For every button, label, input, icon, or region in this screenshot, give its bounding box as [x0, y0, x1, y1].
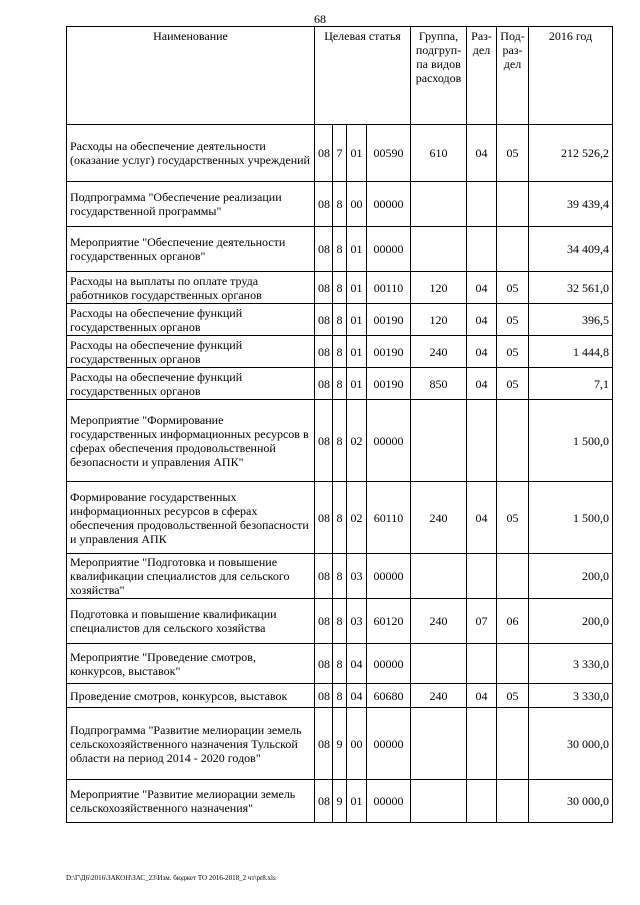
table-row	[67, 125, 613, 182]
section-code: 04	[467, 684, 497, 708]
row-name: Мероприятие "Развитие мелиорации земель сельскохозяйственного назначения"	[67, 780, 315, 823]
subsection-code	[497, 780, 529, 823]
target-subprogram: 7	[333, 125, 347, 182]
subsection-code: 05	[497, 684, 529, 708]
section-code: 04	[467, 304, 497, 336]
table-row	[67, 684, 613, 708]
row-name: Проведение смотров, конкурсов, выставок	[67, 684, 315, 708]
table-row	[67, 554, 613, 599]
section-code: 04	[467, 336, 497, 368]
row-name: Подготовка и повышение квалификации специалистов для сельского хозяйства	[67, 599, 315, 644]
amount-2016: 30 000,0	[529, 708, 613, 780]
table-row	[67, 368, 613, 400]
target-direction: 60110	[367, 482, 411, 554]
target-direction: 00000	[367, 644, 411, 684]
target-program: 08	[315, 644, 333, 684]
target-direction: 00590	[367, 125, 411, 182]
section-code: 04	[467, 482, 497, 554]
header-group: Группа, подгруп-па видов расходов	[411, 27, 467, 125]
budget-table	[66, 26, 613, 823]
target-event: 01	[347, 125, 367, 182]
amount-2016: 200,0	[529, 554, 613, 599]
target-direction: 00000	[367, 400, 411, 482]
target-subprogram: 8	[333, 304, 347, 336]
target-subprogram: 8	[333, 227, 347, 272]
target-direction: 00190	[367, 304, 411, 336]
target-direction: 00110	[367, 272, 411, 304]
amount-2016: 3 330,0	[529, 684, 613, 708]
row-name: Расходы на выплаты по оплате труда работников государственных органов	[67, 272, 315, 304]
target-program: 08	[315, 599, 333, 644]
subsection-code	[497, 182, 529, 227]
target-direction: 00000	[367, 708, 411, 780]
page-number: 68	[314, 12, 326, 26]
row-name: Расходы на обеспечение функций государственных органов	[67, 336, 315, 368]
target-event: 03	[347, 599, 367, 644]
table-row	[67, 599, 613, 644]
subsection-code: 05	[497, 125, 529, 182]
amount-2016: 200,0	[529, 599, 613, 644]
target-subprogram: 8	[333, 644, 347, 684]
header-section: Раз-дел	[467, 27, 497, 125]
target-event: 01	[347, 336, 367, 368]
expense-group	[411, 400, 467, 482]
target-program: 08	[315, 708, 333, 780]
target-program: 08	[315, 554, 333, 599]
section-code: 04	[467, 125, 497, 182]
target-subprogram: 8	[333, 482, 347, 554]
target-subprogram: 8	[333, 400, 347, 482]
row-name: Подпрограмма "Обеспечение реализации государственной программы"	[67, 182, 315, 227]
target-subprogram: 8	[333, 684, 347, 708]
subsection-code: 05	[497, 336, 529, 368]
amount-2016: 7,1	[529, 368, 613, 400]
table-row	[67, 336, 613, 368]
row-name: Мероприятие "Формирование государственных информационных ресурсов в сферах обеспечения продовольственной безопасности и управления АПК"	[67, 400, 315, 482]
table-row	[67, 780, 613, 823]
amount-2016: 32 561,0	[529, 272, 613, 304]
target-program: 08	[315, 125, 333, 182]
subsection-code	[497, 227, 529, 272]
target-program: 08	[315, 182, 333, 227]
table-row	[67, 708, 613, 780]
row-name: Расходы на обеспечение функций государственных органов	[67, 368, 315, 400]
target-subprogram: 8	[333, 554, 347, 599]
section-code: 07	[467, 599, 497, 644]
target-program: 08	[315, 272, 333, 304]
target-direction: 00190	[367, 336, 411, 368]
target-program: 08	[315, 400, 333, 482]
target-direction: 00000	[367, 182, 411, 227]
target-program: 08	[315, 684, 333, 708]
target-program: 08	[315, 227, 333, 272]
target-subprogram: 8	[333, 336, 347, 368]
subsection-code: 05	[497, 304, 529, 336]
amount-2016: 1 444,8	[529, 336, 613, 368]
row-name: Расходы на обеспечение деятельности (оказание услуг) государственных учреждений	[67, 125, 315, 182]
expense-group	[411, 708, 467, 780]
subsection-code	[497, 400, 529, 482]
amount-2016: 1 500,0	[529, 400, 613, 482]
target-event: 01	[347, 780, 367, 823]
section-code	[467, 708, 497, 780]
target-subprogram: 9	[333, 780, 347, 823]
section-code	[467, 227, 497, 272]
target-event: 01	[347, 304, 367, 336]
table-body	[67, 125, 613, 823]
header-subsection: Под-раз-дел	[497, 27, 529, 125]
target-direction: 60120	[367, 599, 411, 644]
table-row	[67, 272, 613, 304]
subsection-code: 05	[497, 482, 529, 554]
expense-group: 240	[411, 482, 467, 554]
target-program: 08	[315, 482, 333, 554]
expense-group: 850	[411, 368, 467, 400]
target-event: 04	[347, 644, 367, 684]
expense-group: 120	[411, 272, 467, 304]
target-event: 01	[347, 368, 367, 400]
row-name: Расходы на обеспечение функций государственных органов	[67, 304, 315, 336]
row-name: Мероприятие "Проведение смотров, конкурсов, выставок"	[67, 644, 315, 684]
target-direction: 60680	[367, 684, 411, 708]
table-row	[67, 644, 613, 684]
target-event: 00	[347, 708, 367, 780]
table-header-row	[67, 27, 613, 125]
table-row	[67, 182, 613, 227]
target-direction: 00000	[367, 554, 411, 599]
expense-group: 120	[411, 304, 467, 336]
amount-2016: 39 439,4	[529, 182, 613, 227]
table-row	[67, 304, 613, 336]
expense-group	[411, 227, 467, 272]
target-subprogram: 8	[333, 182, 347, 227]
target-event: 01	[347, 272, 367, 304]
section-code	[467, 400, 497, 482]
amount-2016: 3 330,0	[529, 644, 613, 684]
target-program: 08	[315, 336, 333, 368]
expense-group: 240	[411, 684, 467, 708]
target-event: 02	[347, 400, 367, 482]
header-year: 2016 год	[529, 27, 613, 125]
target-event: 01	[347, 227, 367, 272]
header-target: Целевая статья	[315, 27, 411, 125]
section-code: 04	[467, 272, 497, 304]
target-program: 08	[315, 368, 333, 400]
target-event: 03	[347, 554, 367, 599]
expense-group: 610	[411, 125, 467, 182]
amount-2016: 1 500,0	[529, 482, 613, 554]
table-row	[67, 400, 613, 482]
amount-2016: 34 409,4	[529, 227, 613, 272]
target-subprogram: 8	[333, 599, 347, 644]
subsection-code	[497, 708, 529, 780]
section-code	[467, 182, 497, 227]
amount-2016: 212 526,2	[529, 125, 613, 182]
section-code	[467, 554, 497, 599]
row-name: Подпрограмма "Развитие мелиорации земель сельскохозяйственного назначения Тульской области на период 2014 - 2020 годов"	[67, 708, 315, 780]
row-name: Мероприятие "Подготовка и повышение квалификации специалистов для сельского хозяйства"	[67, 554, 315, 599]
expense-group: 240	[411, 599, 467, 644]
expense-group	[411, 554, 467, 599]
subsection-code	[497, 554, 529, 599]
subsection-code: 05	[497, 368, 529, 400]
subsection-code: 06	[497, 599, 529, 644]
target-program: 08	[315, 304, 333, 336]
file-path-footer: D:\Г\Д6\2016\ЗАКОН\ЗАС_23\Изм. бюджет ТО 2016-2018_2 чт\pr8.xls	[66, 874, 276, 882]
target-subprogram: 8	[333, 272, 347, 304]
expense-group: 240	[411, 336, 467, 368]
target-subprogram: 8	[333, 368, 347, 400]
section-code	[467, 780, 497, 823]
target-event: 02	[347, 482, 367, 554]
amount-2016: 30 000,0	[529, 780, 613, 823]
target-direction: 00000	[367, 227, 411, 272]
section-code	[467, 644, 497, 684]
target-subprogram: 9	[333, 708, 347, 780]
table-row	[67, 482, 613, 554]
section-code: 04	[467, 368, 497, 400]
expense-group	[411, 780, 467, 823]
subsection-code: 05	[497, 272, 529, 304]
row-name: Мероприятие "Обеспечение деятельности государственных органов"	[67, 227, 315, 272]
expense-group	[411, 644, 467, 684]
target-direction: 00000	[367, 780, 411, 823]
row-name: Формирование государственных информационных ресурсов в сферах обеспечения продовольственной безопасности и управления АПК	[67, 482, 315, 554]
target-event: 00	[347, 182, 367, 227]
expense-group	[411, 182, 467, 227]
table-row	[67, 227, 613, 272]
subsection-code	[497, 644, 529, 684]
amount-2016: 396,5	[529, 304, 613, 336]
target-event: 04	[347, 684, 367, 708]
header-name: Наименование	[67, 27, 315, 125]
target-direction: 00190	[367, 368, 411, 400]
target-program: 08	[315, 780, 333, 823]
